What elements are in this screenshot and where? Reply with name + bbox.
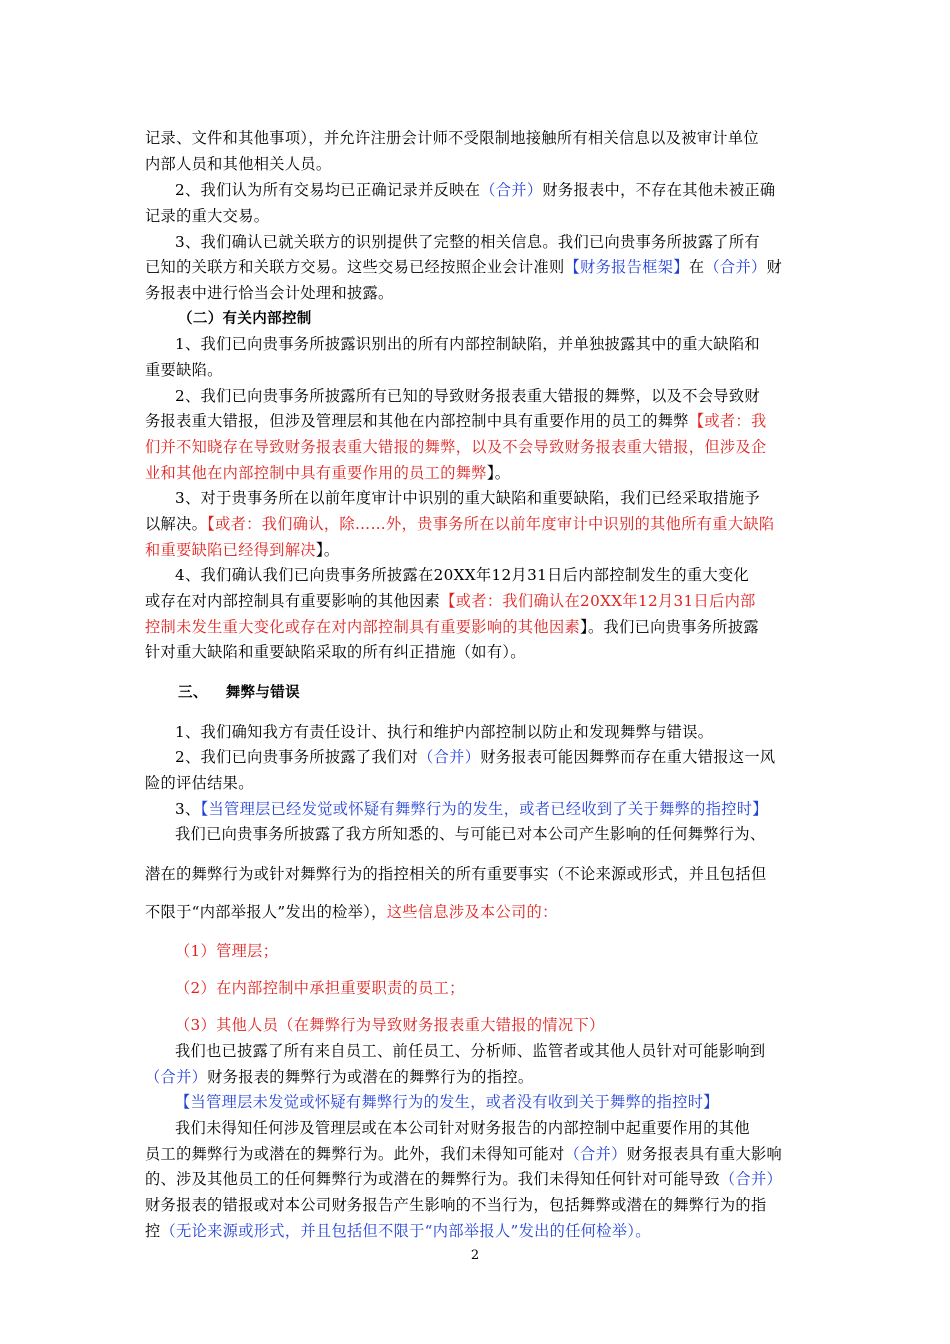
- paragraph-line: 4、我们确认我们已向贵事务所披露在20XX年12月31日后内部控制发生的重大变化: [175, 566, 750, 584]
- paragraph-line: 员工的舞弊行为或潜在的舞弊行为。此外，我们未得知可能对（合并）财务报表具有重大影响: [145, 1145, 783, 1163]
- paragraph-line: 财务报表的错报或对本公司财务报告产生影响的不当行为，包括舞弊或潜在的舞弊行为的指: [145, 1196, 767, 1214]
- paragraph-line: 以解决。【或者：我们确认，除……外，贵事务所在以前年度审计中识别的其他所有重大缺陷: [145, 515, 775, 533]
- paragraph-line: 已知的关联方和关联方交易。这些交易已经按照企业会计准则【财务报告框架】在（合并）财: [145, 258, 783, 276]
- paragraph-line: 或存在对内部控制具有重要影响的其他因素【或者：我们确认在20XX年12月31日后内部: [145, 592, 756, 610]
- paragraph-line: 和重要缺陷已经得到解决】。: [145, 541, 340, 559]
- list-item: （2）在内部控制中承担重要职责的员工；: [175, 979, 465, 997]
- list-item: （1）管理层；: [175, 942, 279, 960]
- paragraph-line: 【当管理层未发觉或怀疑有舞弊行为的发生，或者没有收到关于舞弊的指控时】: [175, 1093, 719, 1111]
- paragraph-line: 内部人员和其他相关人员。: [145, 155, 332, 173]
- list-item: （3）其他人员（在舞弊行为导致财务报表重大错报的情况下）: [175, 1016, 605, 1034]
- paragraph-line: 记录的重大交易。: [145, 207, 270, 225]
- subsection-heading: （二）有关内部控制: [178, 311, 312, 327]
- paragraph-line: 2、我们已向贵事务所披露了我们对（合并）财务报表可能因舞弊而存在重大错报这一风: [175, 748, 776, 766]
- paragraph-line: 不限于“内部举报人”发出的检举），这些信息涉及本公司的：: [145, 903, 558, 921]
- page-number: 2: [470, 1248, 480, 1263]
- paragraph-line: 业和其他在内部控制中具有重要作用的员工的舞弊】。: [145, 464, 511, 482]
- paragraph-line: 3、我们确认已就关联方的识别提供了完整的相关信息。我们已向贵事务所披露了所有: [175, 233, 760, 251]
- paragraph-line: 控制未发生重大变化或存在对内部控制具有重要影响的其他因素】。我们已向贵事务所披露: [145, 618, 759, 636]
- paragraph-line: 3、【当管理层已经发觉或怀疑有舞弊行为的发生，或者已经收到了关于舞弊的指控时】: [175, 800, 768, 818]
- paragraph-line: 2、我们认为所有交易均已正确记录并反映在（合并）财务报表中，不存在其他未被正确: [175, 181, 776, 199]
- paragraph-line: 的、涉及其他员工的任何舞弊行为或潜在的舞弊行为。我们未得知任何针对可能导致（合并）: [145, 1170, 783, 1188]
- paragraph-line: 1、我们已向贵事务所披露识别出的所有内部控制缺陷，并单独披露其中的重大缺陷和: [175, 335, 760, 353]
- paragraph-line: 重要缺陷。: [145, 361, 223, 379]
- paragraph-line: 我们已向贵事务所披露了我方所知悉的、与可能已对本公司产生影响的任何舞弊行为、: [175, 825, 766, 843]
- paragraph-line: 我们也已披露了所有来自员工、前任员工、分析师、监管者或其他人员针对可能影响到: [175, 1042, 766, 1060]
- paragraph-line: 务报表中进行恰当会计处理和披露。: [145, 284, 394, 302]
- section-heading: 三、 舞弊与错误: [178, 685, 300, 701]
- paragraph-line: 针对重大缺陷和重要缺陷采取的所有纠正措施（如有）。: [145, 643, 526, 661]
- paragraph-line: 1、我们确知我方有责任设计、执行和维护内部控制以防止和发现舞弊与错误。: [175, 723, 714, 741]
- paragraph-line: 潜在的舞弊行为或针对舞弊行为的指控相关的所有重要事实（不论来源或形式，并且包括但: [145, 865, 767, 883]
- paragraph-line: 我们未得知任何涉及管理层或在本公司针对财务报告的内部控制中起重要作用的其他: [175, 1119, 750, 1137]
- paragraph-line: 控（无论来源或形式，并且包括但不限于“内部举报人”发出的任何检举）。: [145, 1222, 651, 1240]
- paragraph-line: 们并不知晓存在导致财务报表重大错报的舞弊，以及不会导致财务报表重大错报，但涉及企: [145, 438, 767, 456]
- paragraph-line: （合并）财务报表的舞弊行为或潜在的舞弊行为的指控。: [145, 1068, 534, 1086]
- paragraph-line: 记录、文件和其他事项），并允许注册会计师不受限制地接触所有相关信息以及被审计单位: [145, 129, 759, 147]
- paragraph-line: 务报表重大错报，但涉及管理层和其他在内部控制中具有重要作用的员工的舞弊【或者：我: [145, 412, 767, 430]
- paragraph-line: 2、我们已向贵事务所披露所有已知的导致财务报表重大错报的舞弊，以及不会导致财: [175, 387, 760, 405]
- paragraph-line: 险的评估结果。: [145, 774, 254, 792]
- paragraph-line: 3、对于贵事务所在以前年度审计中识别的重大缺陷和重要缺陷，我们已经采取措施予: [175, 489, 760, 507]
